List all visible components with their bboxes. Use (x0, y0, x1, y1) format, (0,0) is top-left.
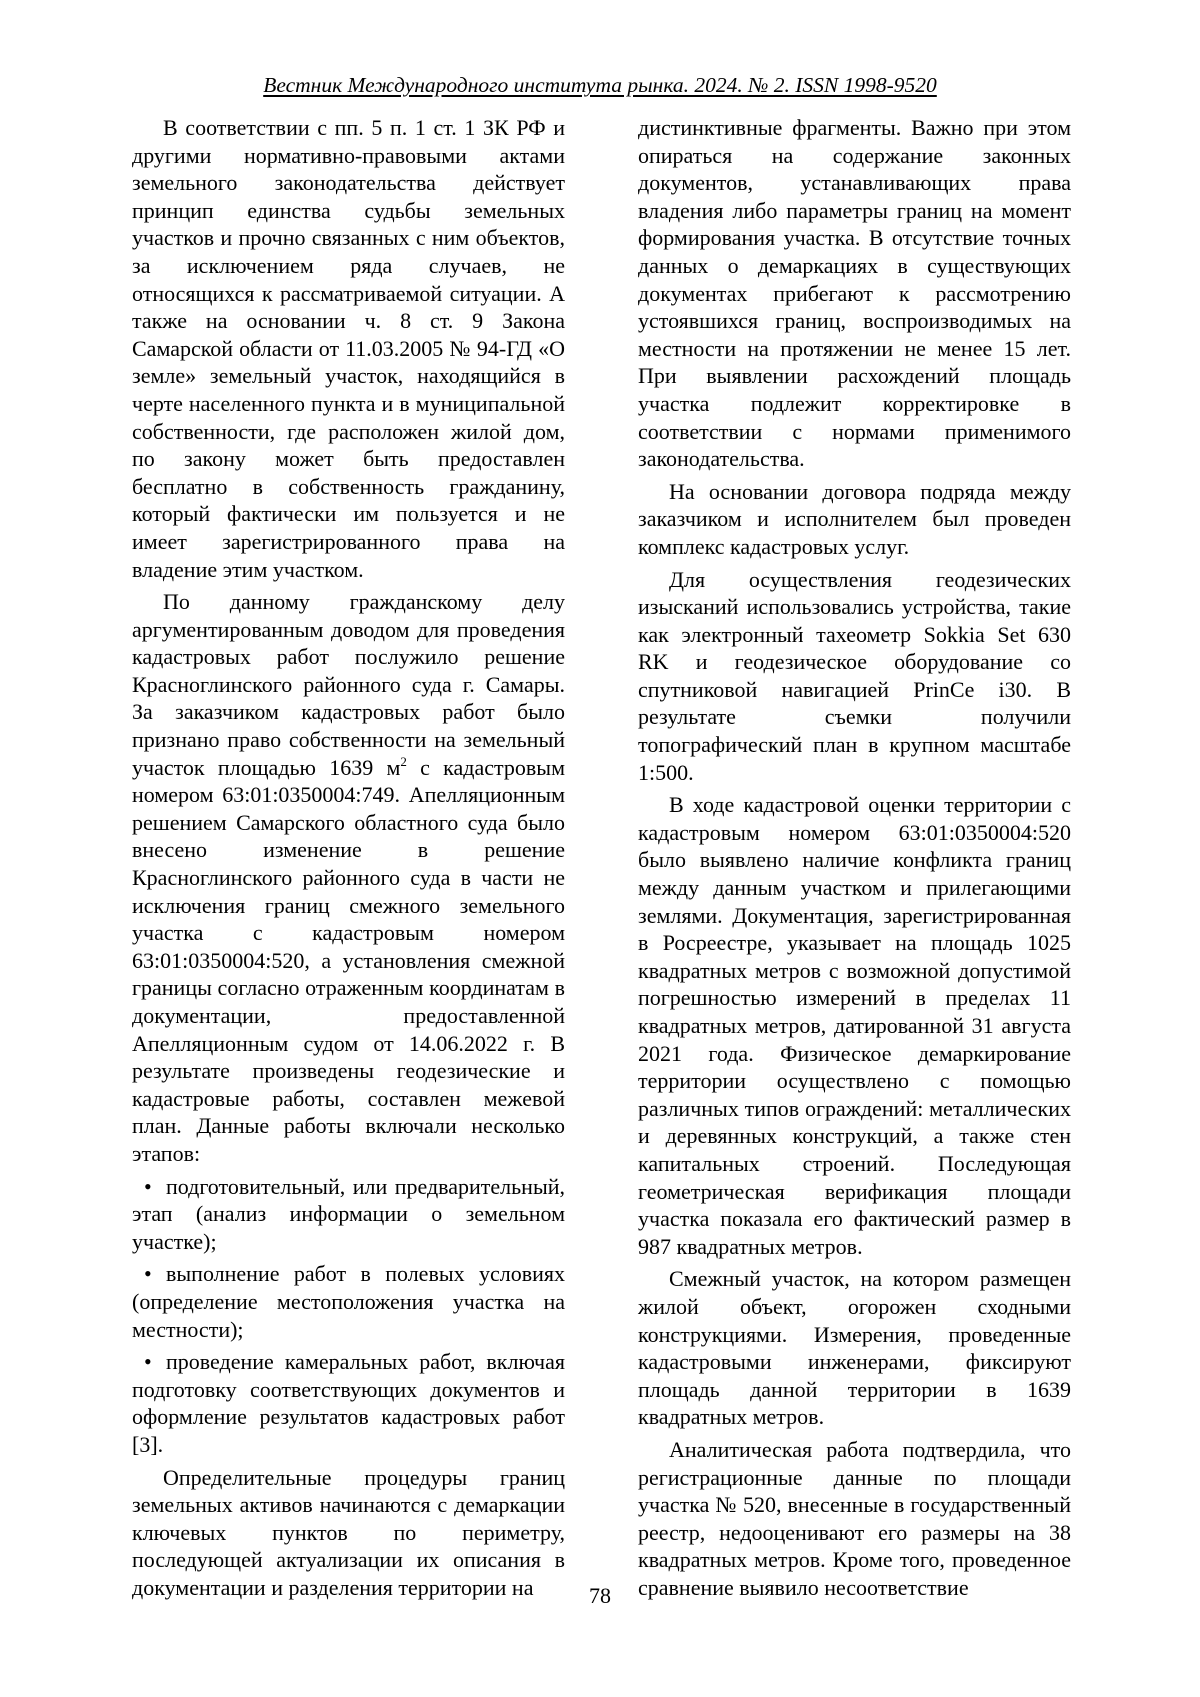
paragraph (132, 588, 565, 1167)
paragraph: Смежный участок, на котором размещен жилой объект, огорожен сходными конструкциями. Измерения, проведенные кадастровыми инженерами, фиксируют площадь данной территории в 1639 квадратных метров. (638, 1266, 1071, 1430)
paragraph: На основании договора подряда между заказчиком и исполнителем был проведен комплекс кадастровых услуг. (638, 478, 1071, 559)
bullet-list (132, 1173, 565, 1459)
bullet-icon: • (144, 1349, 152, 1375)
left-column (132, 114, 565, 1606)
paragraph: Аналитическая работа подтвердила, что регистрационные данные по площади участка № 520, внесенные в государственный реестр, недооценивают его размеры на 38 квадратных метров. Кроме того, проведенное сравнение выявило несоответствие (638, 1436, 1071, 1600)
list-item-text: подготовительный, или предварительный, этап (анализ информации о земельном участке); (132, 1173, 565, 1254)
running-head: Вестник Международного института рынка. 2024. № 2. ISSN 1998-9520 (263, 73, 937, 97)
page-number: 78 (589, 1583, 611, 1608)
list-item-text: выполнение работ в полевых условиях (определение местоположения участка на местности); (132, 1261, 565, 1342)
list-item (132, 1260, 565, 1343)
list-item (132, 1173, 565, 1256)
right-column (638, 114, 1071, 1606)
paragraph: дистинктивные фрагменты. Важно при этом опираться на содержание законных документов, устанавливающих права владения либо параметры границ на момент формирования участка. В отсутствие точных данных о демаркациях в существующих документах прибегают к рассмотрению устоявшихся границ, воспроизводимых на местности на протяжении не менее 15 лет. При выявлении расхождений площадь участка подлежит корректировке в соответствии с нормами применимого законодательства. (638, 115, 1071, 472)
paragraph: В соответствии с пп. 5 п. 1 ст. 1 ЗК РФ и другими нормативно-правовыми актами земельного законодательства действует принцип единства судьбы земельных участков и прочно связанных с ним объектов, за исключением ряда случаев, не относящихся к рассматриваемой ситуации. А также на основании ч. 8 ст. 9 Закона Самарской области от 11.03.2005 № 94-ГД «О земле» земельный участок, находящийся в черте населенного пункта и в муниципальной собственности, где расположен жилой дом, по закону может быть предоставлен бесплатно в собственность гражданину, который фактически им пользуется и не имеет зарегистрированного права на владение этим участком. (132, 115, 565, 582)
paragraph: Для осуществления геодезических изысканий использовались устройства, такие как электронный тахеометр Sokkia Set 630 RK и геодезическое оборудование со спутниковой навигацией PrinCe i30. В результате съемки получили топографический план в крупном масштабе 1:500. (638, 566, 1071, 785)
bullet-icon: • (144, 1173, 152, 1199)
paragraph: Определительные процедуры границ земельных активов начинаются с демаркации ключевых пунктов по периметру, последующей актуализации их описания в документации и разделения территории на (132, 1464, 565, 1600)
paragraph: В ходе кадастровой оценки территории с кадастровым номером 63:01:0350004:520 было выявлено наличие конфликта границ между данным участком и прилегающими землями. Документация, зарегистрированная в Росреестре, указывает на площадь 1025 квадратных метров с возможной допустимой погрешностью измерений в пределах 11 квадратных метров, датированной 31 августа 2021 года. Физическое демаркирование территории осуществлено с помощью различных типов ограждений: металлических и деревянных конструкций, а также стен капитальных строений. Последующая геометрическая верификация площади участка показала его фактический размер в 987 квадратных метров. (638, 792, 1071, 1259)
paragraph-text: с кадастровым номером 63:01:0350004:749. Апелляционным решением Самарского областного суда было внесено изменение в решение Красноглинского районного суда в части не исключения границ смежного земельного участка с кадастровым номером 63:01:0350004:520, а установления смежной границы согласно отраженным координатам в документации, предоставленной Апелляционным судом от 14.06.2022 г. В результате произведены геодезические и кадастровые работы, составлен межевой план. Данные работы включали несколько этапов: (132, 754, 565, 1166)
list-item-text: проведение камеральных работ, включая подготовку соответствующих документов и оформление результатов кадастровых работ [3]. (132, 1349, 565, 1457)
superscript: 2 (400, 753, 407, 769)
list-item (132, 1348, 565, 1458)
paragraph-text: По данному гражданскому делу аргументированным доводом для проведения кадастровых работ послужило решение Красноглинского районного суда г. Самары. За заказчиком кадастровых работ было признано право собственности на земельный участок площадью 1639 м (132, 589, 565, 780)
bullet-icon: • (144, 1261, 152, 1287)
